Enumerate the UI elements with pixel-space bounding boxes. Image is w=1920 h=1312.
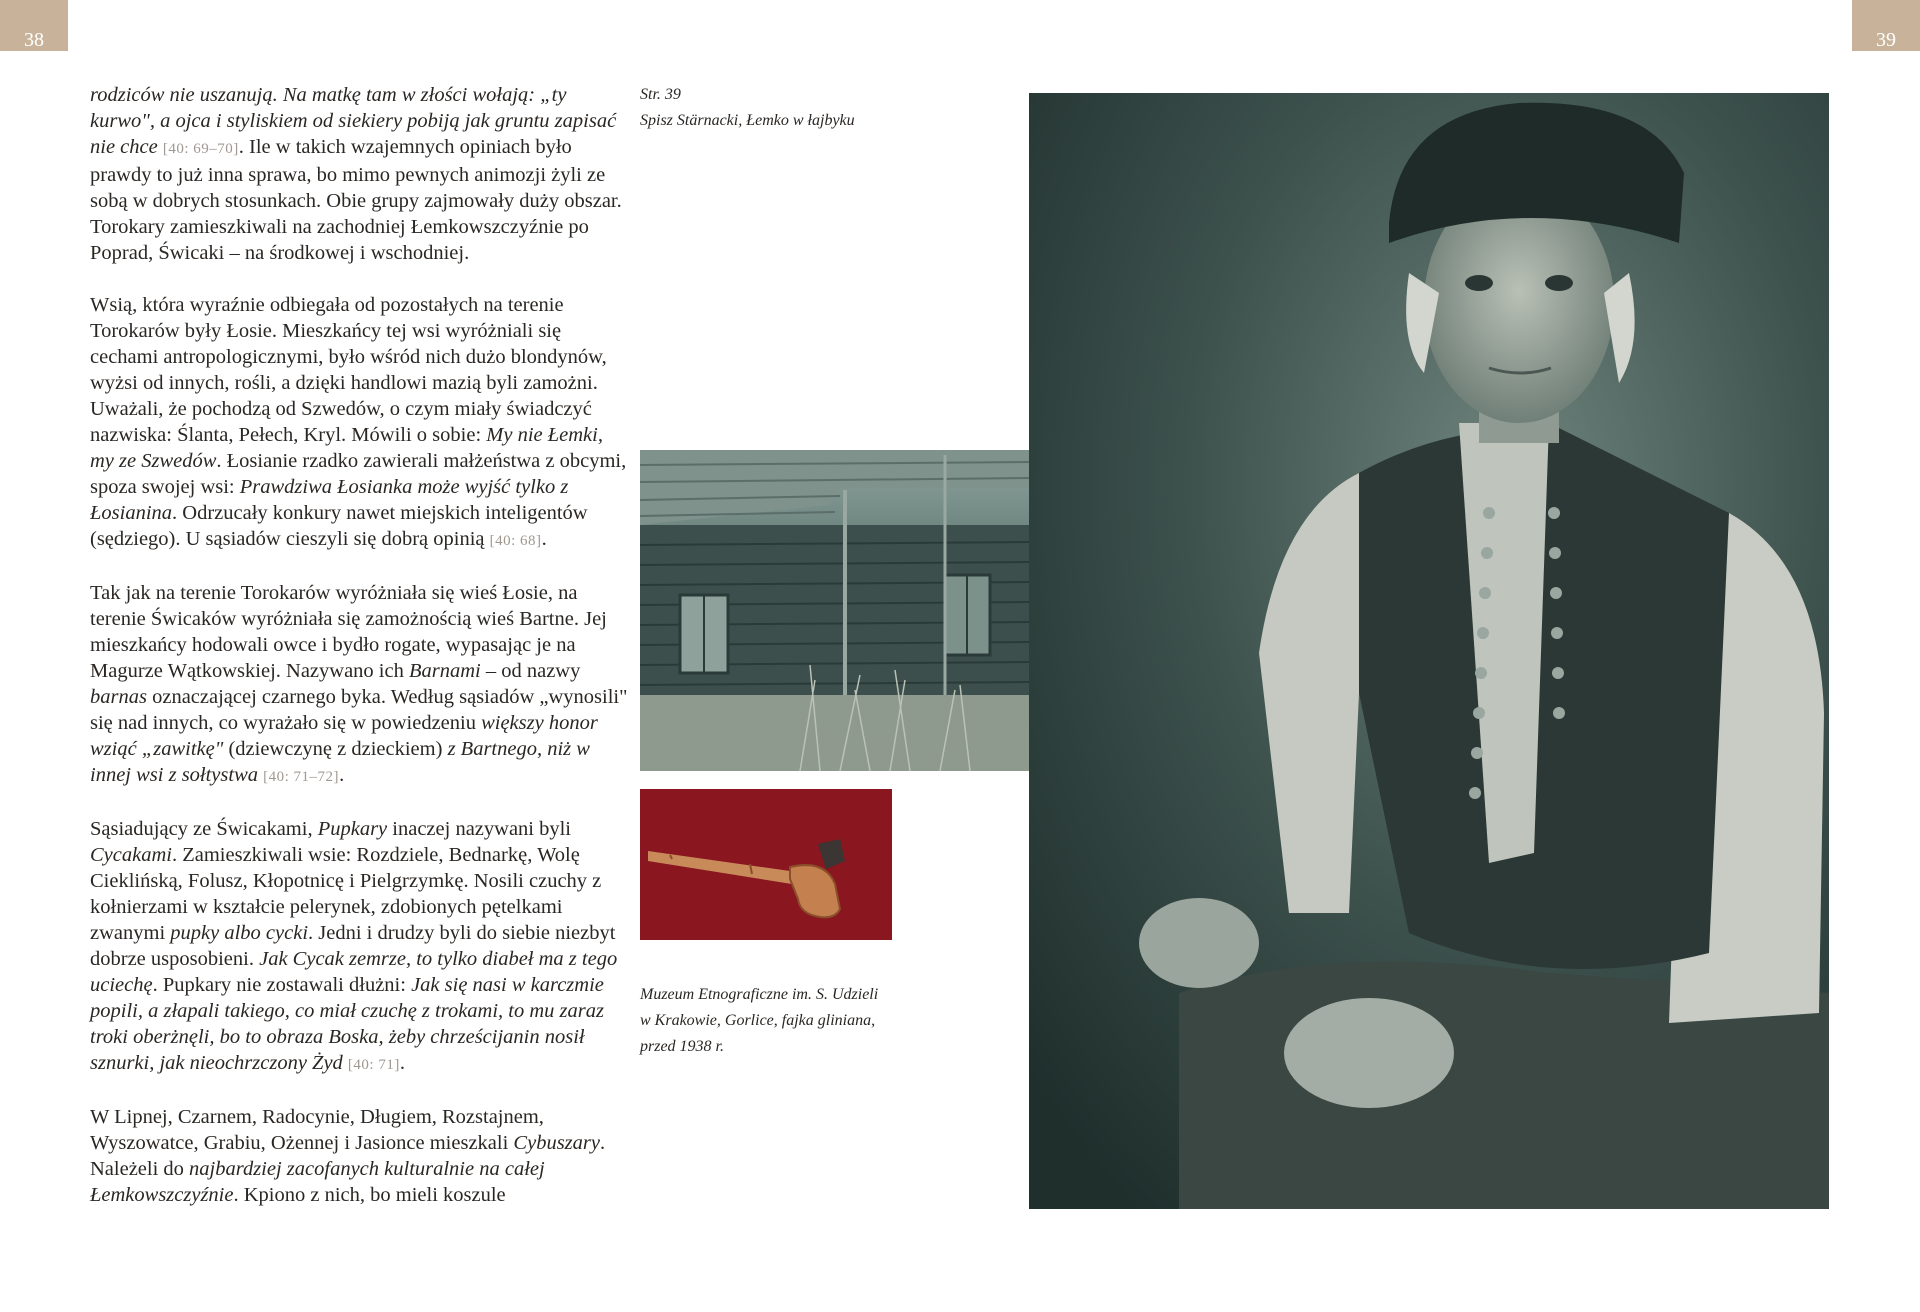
italic-quote: z Bartnego, niż w innej wsi z sołtystwa [90, 738, 590, 786]
italic-quote: większy honor wziąć „zawitkę" [90, 712, 598, 760]
paragraph-text: – od nazwy [480, 660, 581, 682]
caption-line: Spisz Stärnacki, Łemko w łajbyku [640, 112, 855, 129]
italic-term: pupky albo cycki [170, 922, 309, 944]
citation-ref: [40: 69–70] [162, 141, 239, 157]
italic-quote: Prawdziwa Łosianka może wyjść tylko z Łosianina [90, 476, 569, 524]
paragraph-text: Wsią, która wyraźnie odbiegała od pozostałych na terenie Torokarów były Łosie. Mieszkańcy tej wsi wyróżniali się cechami antropologicznymi, było wśród nich dużo blondynów, wyżsi od innych, rośli, a dzięki handlowi mazią byli zamożni. Uważali, że pochodzą od Szwedów, o czym miały świadczyć nazwiska: Ślanta, Pełech, Kryl. Mówili o sobie: [90, 294, 607, 446]
clay-pipe-illustration [640, 789, 892, 940]
paragraph-text: oznaczającej czarnego byka. Według sąsiadów „wynosili" się nad innych, co wyrażało się w powiedzeniu [90, 686, 628, 734]
paragraph-text: . Odrzucały konkury nawet miejskich inteligentów (sędziego). U sąsiadów cieszyli się dobrą opinią [90, 502, 588, 550]
page-number-right: 39 [1852, 0, 1920, 51]
portrait-illustration [1029, 93, 1829, 1209]
wooden-church-illustration [640, 450, 1029, 771]
caption-line: przed 1938 r. [640, 1038, 725, 1055]
paragraph-1 [90, 82, 630, 266]
citation-ref: [40: 68] [489, 533, 542, 549]
italic-quote: najbardziej zacofanych kulturalnie na całej Łemkowszczyźnie [90, 1158, 545, 1206]
italic-quote: Jak Cycak zemrze, to tylko diabeł ma z tego uciechę [90, 948, 618, 996]
caption-line: Str. 39 [640, 86, 681, 103]
italic-term: Cybuszary [513, 1132, 600, 1154]
paragraph-text: W Lipnej, Czarnem, Radocynie, Długiem, Rozstajnem, Wyszowatce, Grabiu, Ożennej i Jasionce mieszkali [90, 1106, 544, 1154]
paragraph-text: . Łosianie rzadko zawierali małżeństwa z obcymi, spoza swojej wsi: [90, 450, 627, 498]
paragraph-text: . [339, 764, 345, 786]
paragraph-3 [90, 580, 630, 790]
italic-term: barnas [90, 686, 147, 708]
wooden-church-photo [640, 450, 1029, 771]
paragraph-text: Tak jak na terenie Torokarów wyróżniała się wieś Łosie, na terenie Świcaków wyróżniała się zamożnością wieś Bartne. Jej mieszkańcy hodowali owce i bydło rogate, wypasając je na Magurze Wątkowskiej. Nazywano ich [90, 582, 607, 682]
paragraph-text: . [399, 1052, 405, 1074]
portrait-caption [640, 82, 940, 134]
paragraph-text: . Jedni i drudzy byli do siebie niezbyt dobrze usposobieni. [90, 922, 616, 970]
paragraph-text: . Należeli do [90, 1132, 606, 1180]
citation-ref: [40: 71–72] [263, 769, 340, 785]
italic-term: Pupkary [317, 818, 388, 840]
highlander-portrait-photo [1029, 93, 1829, 1209]
paragraph-text: . Ile w takich wzajemnych opiniach było prawdy to już inna sprawa, bo mimo pewnych animozji żyli ze sobą w dobrych stosunkach. Obie grupy zajmowały duży obszar. Torokary zamieszkiwali na zachodniej Łemkowszczyźnie po Poprad, Świcaki – na środkowej i wschodniej. [90, 136, 622, 264]
paragraph-text: . Zamieszkiwali wsie: Rozdziele, Bednarkę, Wolę Cieklińską, Folusz, Kłopotnicę i Pielgrzymkę. Nosili czuchy z kołnierzami w kształcie pelerynek, zdobionych pętelkami zwanymi [90, 844, 602, 944]
paragraph-text: . Pupkary nie zostawali dłużni: [152, 974, 412, 996]
paragraph-text: Sąsiadujący ze Świcakami, [90, 818, 318, 840]
clay-pipe-photo [640, 789, 892, 940]
paragraph-text: (dziewczynę z dzieckiem) [223, 738, 448, 760]
paragraph-text: inaczej nazywani byli [387, 818, 572, 840]
caption-line: w Krakowie, Gorlice, fajka gliniana, [640, 1012, 876, 1029]
paragraph-text: . [541, 528, 547, 550]
caption-line: Muzeum Etnograficzne im. S. Udzieli [640, 986, 879, 1003]
body-text-column [90, 82, 630, 1234]
pipe-caption [640, 982, 930, 1060]
page-number-left: 38 [0, 0, 68, 51]
paragraph-5 [90, 1104, 630, 1208]
paragraph-2 [90, 292, 630, 554]
paragraph-text: . Kpiono z nich, bo mieli koszule [233, 1184, 506, 1206]
italic-quote: rodziców nie uszanują. Na matkę tam w złości wołają: „ty kurwo", a ojca i styliskiem od siekiery pobiją jak gruntu zapisać nie chce [90, 84, 617, 158]
paragraph-4 [90, 816, 630, 1078]
italic-quote: Jak się nasi w karczmie popili, a złapali takiego, co miał czuchę z trokami, to mu zaraz troki oberżnęli, bo to obraza Boska, żeby chrześcijanin nosił sznurki, jak nieochrzczony Żyd [90, 974, 604, 1074]
citation-ref: [40: 71] [347, 1057, 400, 1073]
italic-quote: My nie Łemki, my ze Szwedów [90, 424, 603, 472]
italic-term: Cycakami [90, 844, 172, 866]
italic-term: Barnami [408, 660, 481, 682]
